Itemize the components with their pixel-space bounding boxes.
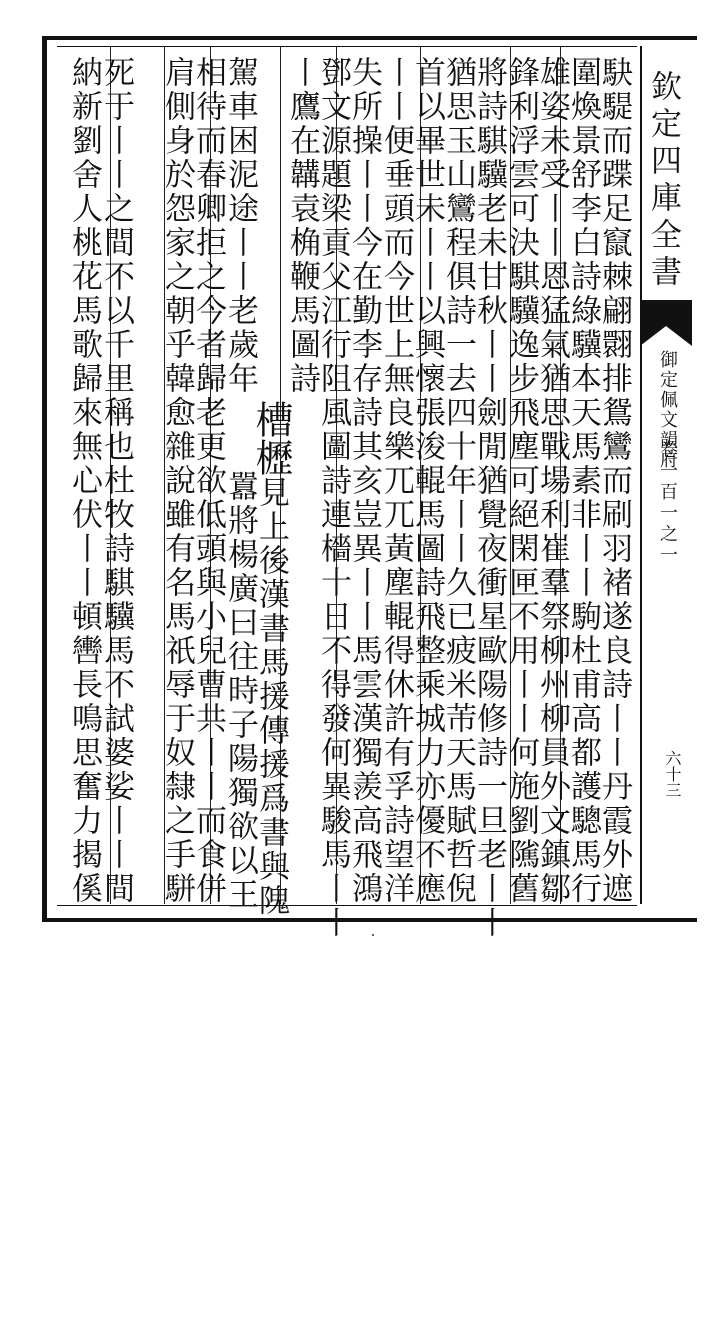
fish-tail-mark-icon [640,300,692,346]
text-column: 丨丨便垂頭而今世上無良樂兀兀黃塵輥得休許有孚詩望洋 [378,56,414,906]
text-column: 納新劉舍人桃花馬歌歸來無心伏丨丨頓轡長鳴思奮力揭傒 [66,56,102,906]
ink-speck [372,934,374,936]
headword-commentary: 見上後漢書馬援傳援爲書與隗 [253,476,289,918]
text-column: 首以畢世未丨丨以興懷張浚輥馬圖詩飛整乘城力亦優不應 [409,56,445,906]
text-column: 相待而春卿拒之今者歸老更欲低頭與小兒曹共丨丨而食併 [190,56,226,906]
headword: 槽櫪 [249,400,293,476]
text-column: 囂將楊廣曰往時子陽獨欲以王 [222,470,258,912]
text-column: 鋒利浮雲可決騏驥逸步飛塵可絕閑匣不用丨丨何施劉隲舊 [503,56,539,906]
volume-label: 卷一百一之一 [657,440,678,566]
text-column: 丨鷹在韝袁桷鞭馬圖詩 [284,56,320,396]
text-column: 將詩騏驥老未甘秋丨丨劍閒猶覺夜衝星歐陽修詩一旦老丨丨 [471,56,507,940]
text-column: 鄧文源題梁貢父江行阻風圖詩連檣十日不得發何異駿馬丨丨 [315,56,351,940]
book-title: 欽定四庫全書 [645,70,681,292]
text-column: 肩側身於怨家之朝乎韓愈雜說雖有名馬祇辱于奴隸之手駢 [159,56,195,906]
text-column: 失所操丨丨今在勤李存詩其亥豈異丨丨馬雲漢獨羨高飛鴻 [346,56,382,906]
text-column: 駕車困泥途丨丨老歲年 [222,56,258,396]
text-column: 圍煥景舒李白詩綠驥本天馬素非丨丨駒杜甫高都護驄馬行 [565,56,601,906]
page-number: 六十三 [663,750,682,798]
book-subtitle: 御定佩文韻府 [657,350,678,470]
text-column: 死于丨丨之間不以千里稱也杜牧詩騏驥馬不試婆娑丨丨間 [98,56,134,906]
text-column: 猶思玉山鸞程俱詩一去四十年丨丨久已疲米芾天馬賦哲倪 [440,56,476,906]
text-column: 雄姿未受丨丨恩猛氣猶思戰場利崔羣祭柳州柳員外文鎮鄒 [534,56,570,906]
text-column: 駃騠而蹀足竄棘翩翾排鴛鸞而刷羽褚遂良詩丨丨丹霞外遮 [596,56,632,906]
